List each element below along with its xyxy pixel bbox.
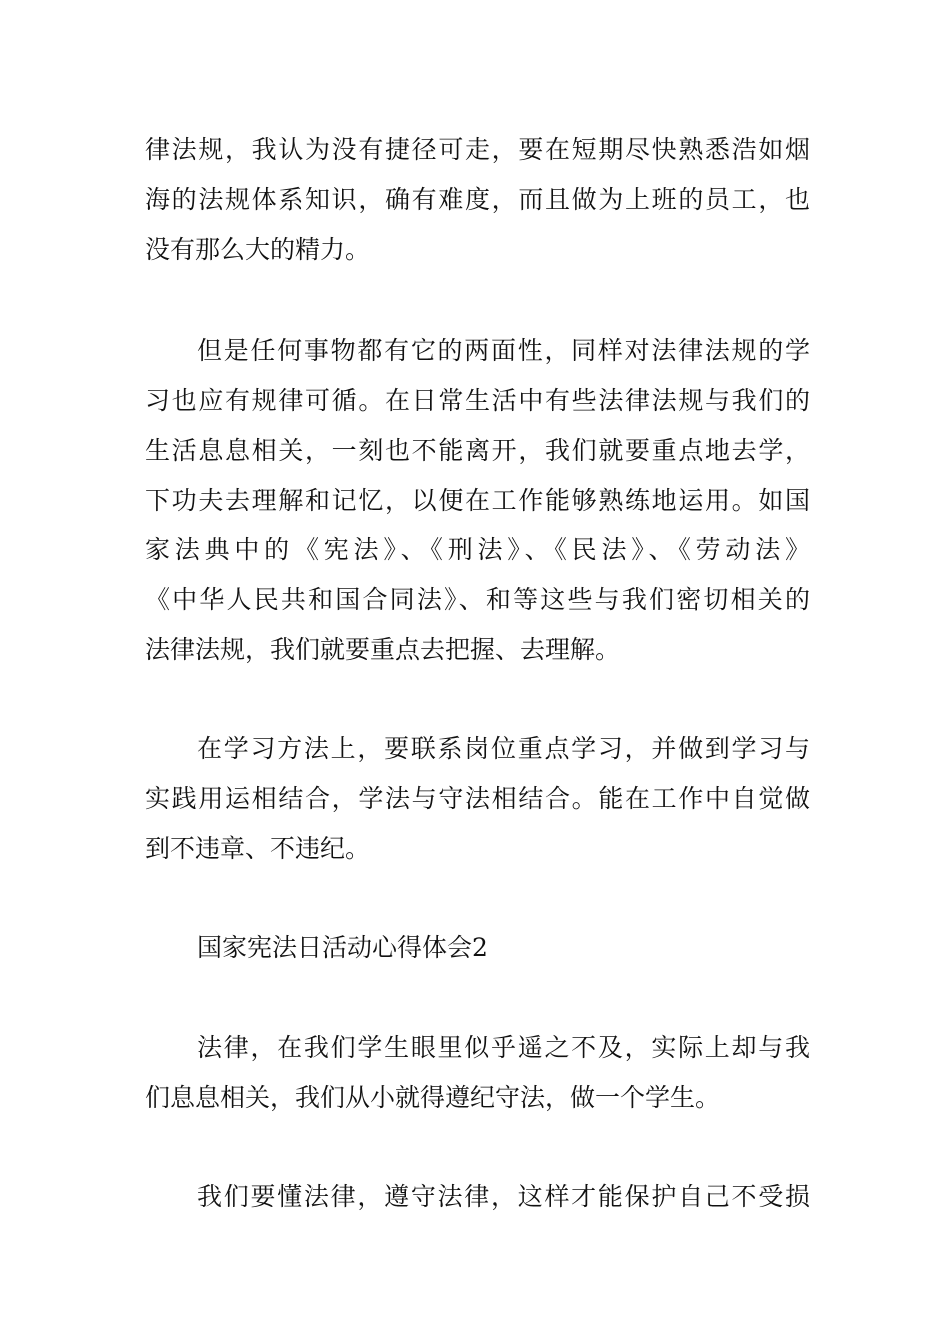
section-heading: 国家宪法日活动心得体会2 <box>197 933 488 962</box>
paragraph-4-line-1: 法律，在我们学生眼里似乎遥之不及，实际上却与我 <box>197 1033 810 1062</box>
paragraph-5-line-1: 我们要懂法律，遵守法律，这样才能保护自己不受损 <box>197 1182 810 1211</box>
paragraph-2-line-3: 生活息息相关，一刻也不能离开，我们就要重点地去学， <box>145 436 810 465</box>
paragraph-2-line-7: 法律法规，我们就要重点去把握、去理解。 <box>145 635 621 664</box>
paragraph-2-line-5: 家法典中的《宪法》、《刑法》、《民法》、《劳动法》 <box>145 535 810 564</box>
paragraph-2-line-6: 《中华人民共和国合同法》、和等这些与我们密切相关的 <box>145 585 810 614</box>
paragraph-3-line-2: 实践用运相结合，学法与守法相结合。能在工作中自觉做 <box>145 784 810 813</box>
paragraph-1-line-2: 海的法规体系知识，确有难度，而且做为上班的员工，也 <box>145 185 810 214</box>
paragraph-1-line-3: 没有那么大的精力。 <box>145 235 371 264</box>
paragraph-2-line-4: 下功夫去理解和记忆，以便在工作能够熟练地运用。如国 <box>145 486 810 515</box>
paragraph-2-line-2: 习也应有规律可循。在日常生活中有些法律法规与我们的 <box>145 386 810 415</box>
paragraph-2-line-1: 但是任何事物都有它的两面性，同样对法律法规的学 <box>197 336 810 365</box>
paragraph-4-line-2: 们息息相关，我们从小就得遵纪守法，做一个学生。 <box>145 1083 721 1112</box>
paragraph-3-line-1: 在学习方法上，要联系岗位重点学习，并做到学习与 <box>197 734 810 763</box>
paragraph-3-line-3: 到不违章、不违纪。 <box>145 834 371 863</box>
paragraph-1-line-1: 律法规，我认为没有捷径可走，要在短期尽快熟悉浩如烟 <box>145 135 810 164</box>
